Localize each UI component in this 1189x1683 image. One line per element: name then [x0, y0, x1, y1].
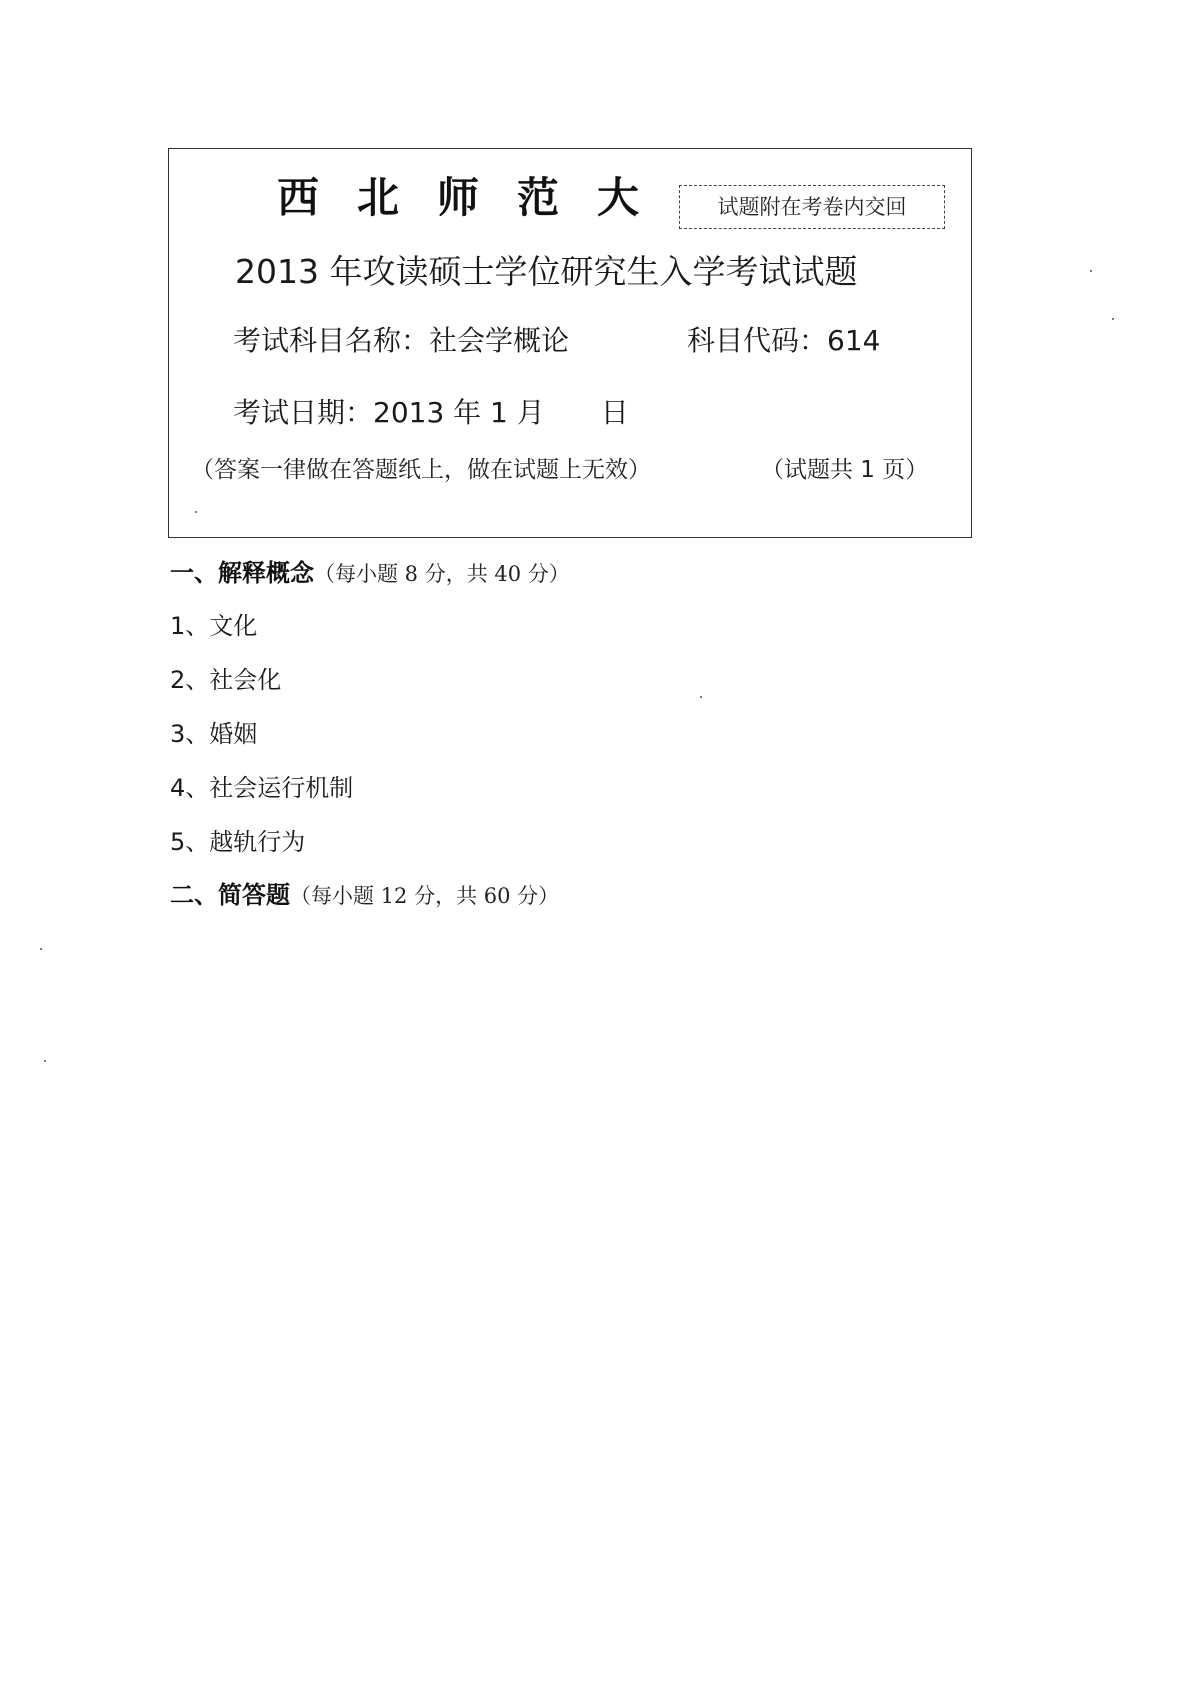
- return-notice-box: 试题附在考卷内交回: [679, 185, 945, 229]
- university-name: 西北师范大: [277, 173, 678, 222]
- section-heading-2: [170, 875, 559, 910]
- list-item: 4、社会运行机制: [170, 774, 354, 802]
- list-item: 2、社会化: [170, 666, 282, 694]
- list-item: 3、婚姻: [170, 720, 258, 748]
- scan-speck: [1112, 318, 1114, 320]
- page-count-note: （试题共 1 页）: [761, 457, 929, 483]
- scan-speck: [40, 948, 42, 950]
- subject-code: 科目代码：614: [687, 324, 881, 357]
- exam-title: 2013 年攻读硕士学位研究生入学考试试题: [235, 252, 858, 291]
- scan-speck: [1090, 270, 1092, 272]
- exam-date: 考试日期：2013 年 1 月 日: [233, 396, 629, 429]
- section-title: 一、解释概念: [170, 559, 314, 587]
- list-item: 1、文化: [170, 612, 258, 640]
- section-title: 二、简答题: [170, 881, 290, 909]
- scan-speck: [195, 511, 197, 513]
- exam-header-box: [168, 148, 972, 538]
- scan-speck: [44, 1060, 46, 1062]
- section-score-note: （每小题 8 分，共 40 分）: [314, 562, 570, 586]
- section-score-note: （每小题 12 分，共 60 分）: [290, 884, 560, 908]
- subject-name: 考试科目名称：社会学概论: [233, 324, 570, 357]
- answer-instruction: （答案一律做在答题纸上，做在试题上无效）: [191, 457, 651, 483]
- section-heading-1: [170, 553, 570, 588]
- scan-speck: [700, 696, 702, 698]
- list-item: 5、越轨行为: [170, 828, 306, 856]
